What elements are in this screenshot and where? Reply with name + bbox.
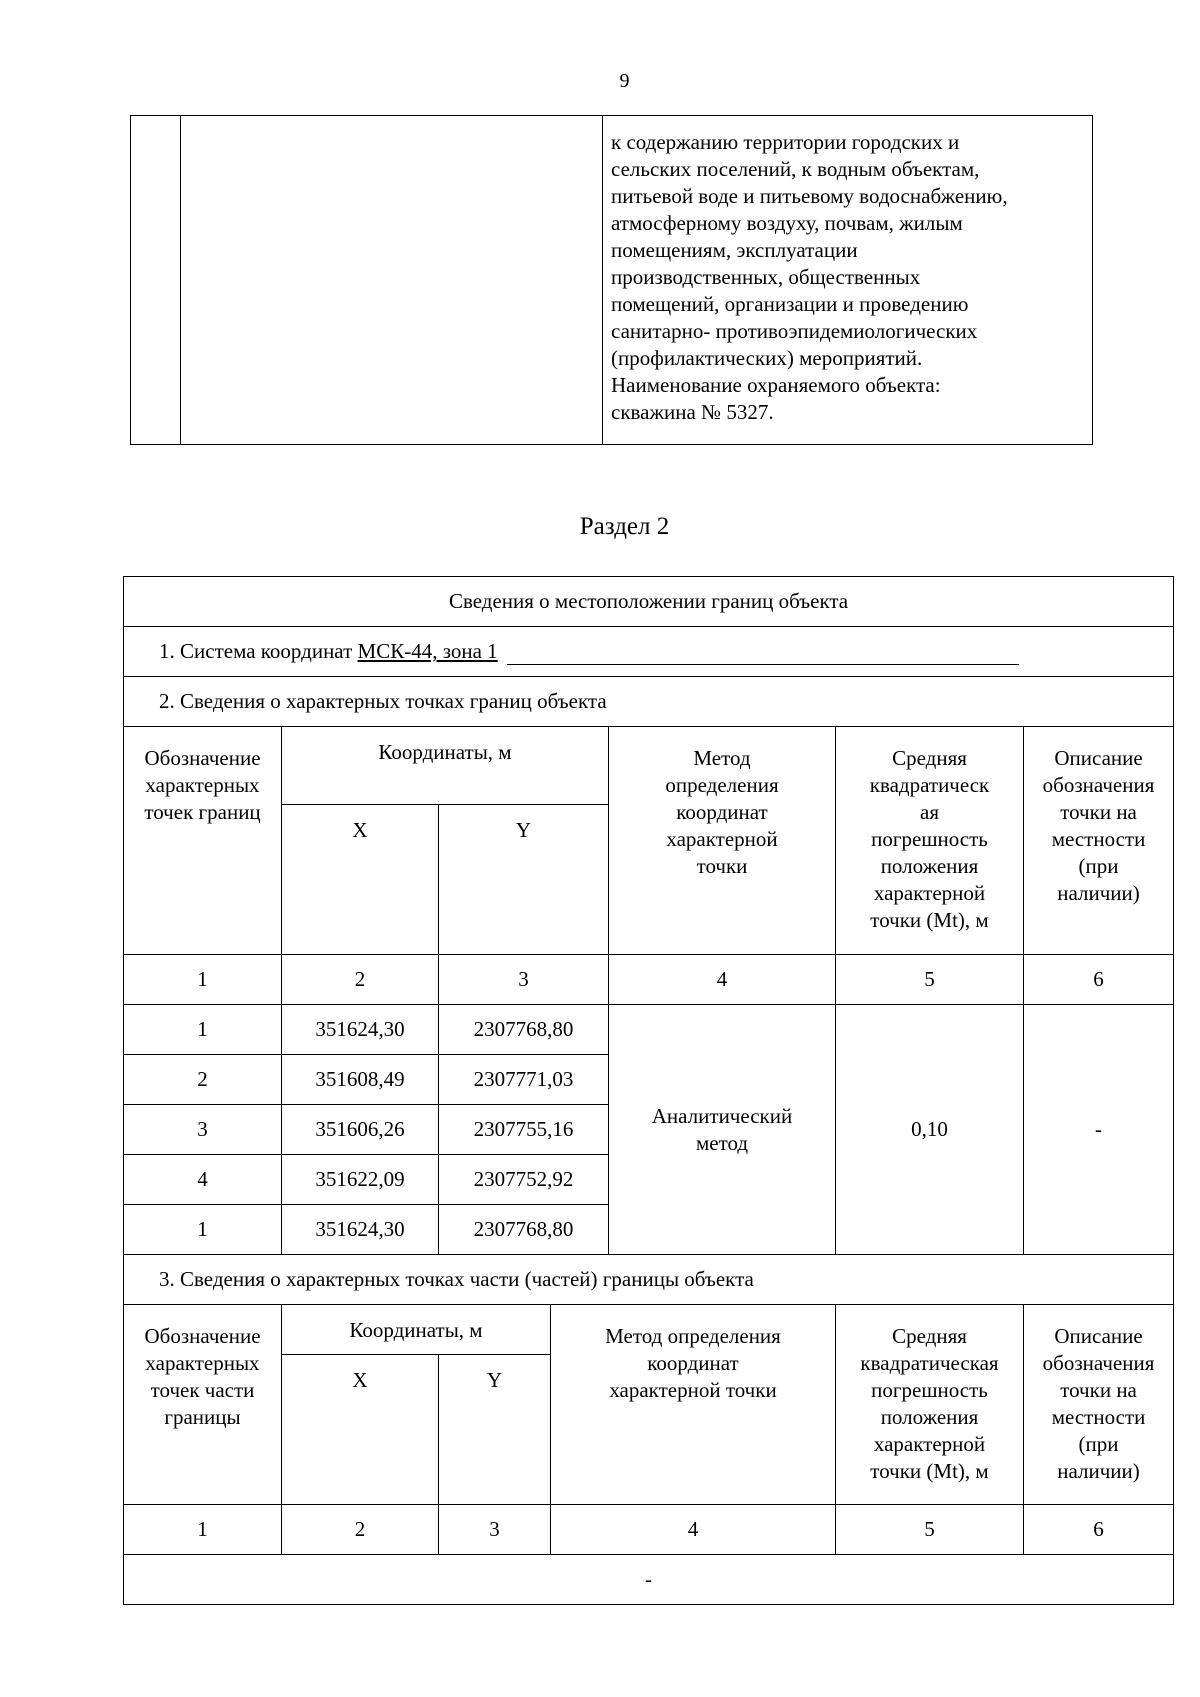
part-coordinates-header: Координаты, м (282, 1305, 551, 1355)
column-number: 4 (609, 955, 836, 1005)
x-value: 351624,30 (282, 1005, 439, 1055)
part-y-header: Y (439, 1355, 551, 1505)
y-value: 2307755,16 (439, 1105, 609, 1155)
text-line: к содержанию территории городских и (611, 130, 960, 154)
text-line: производственных, общественных (611, 265, 921, 289)
part-x-header: X (282, 1355, 439, 1505)
point-id: 1 (124, 1005, 282, 1055)
text-line: помещений, организации и проведению (611, 292, 969, 316)
point-id: 1 (124, 1205, 282, 1255)
column-number: 6 (1024, 1505, 1174, 1555)
coordinates-header: Координаты, м (282, 727, 609, 805)
table-row (124, 1505, 1174, 1555)
boundary-coordinates-table (123, 576, 1174, 1605)
y-value: 2307752,92 (439, 1155, 609, 1205)
text-line: скважина № 5327. (611, 400, 774, 424)
column-number: 3 (439, 955, 609, 1005)
text-line: помещениям, эксплуатации (611, 238, 858, 262)
point-designation-header: Обозначение характерных точек границ (124, 727, 282, 955)
method-header: Метод определения координат характерной точки (609, 727, 836, 955)
table-row (124, 1305, 1174, 1355)
column-number: 5 (836, 1505, 1024, 1555)
column-number: 1 (124, 1505, 282, 1555)
part-description-header: Описание обозначения точки на местности (при наличии) (1024, 1305, 1174, 1505)
column-number: 6 (1024, 955, 1174, 1005)
x-value: 351606,26 (282, 1105, 439, 1155)
coord-system-label: 1. Система координат (159, 639, 353, 663)
column-number: 1 (124, 955, 282, 1005)
column-number: 3 (439, 1505, 551, 1555)
error-value: 0,10 (836, 1005, 1024, 1255)
column-number: 2 (282, 955, 439, 1005)
part-error-header: Средняя квадратическая погрешность положения характерной точки (Mt), м (836, 1305, 1024, 1505)
table-row (124, 677, 1174, 727)
text-line: (профилактических) мероприятий. (611, 346, 923, 370)
column-number: 4 (551, 1505, 836, 1555)
table-row (131, 116, 1093, 445)
table-row (124, 627, 1174, 677)
x-header: X (282, 805, 439, 955)
x-value: 351624,30 (282, 1205, 439, 1255)
y-value: 2307768,80 (439, 1205, 609, 1255)
part2-title: 2. Сведения о характерных точках границ объекта (124, 677, 1174, 727)
page-number: 9 (619, 70, 630, 92)
column-number: 2 (282, 1505, 439, 1555)
section-title: Раздел 2 (579, 513, 670, 540)
restriction-text-cell (603, 116, 1093, 445)
table-row (124, 1255, 1174, 1305)
part3-title: 3. Сведения о характерных точках части (частей) границы объекта (124, 1255, 1174, 1305)
coord-system-value: МСК-44, зона 1 (357, 639, 498, 663)
table-row (124, 955, 1174, 1005)
text-line: питьевой воде и питьевому водоснабжению, (611, 184, 1008, 208)
empty-cell (131, 116, 181, 445)
table-title: Сведения о местоположении границ объекта (124, 577, 1174, 627)
text-line: санитарно- противоэпидемиологических (611, 319, 978, 343)
point-id: 2 (124, 1055, 282, 1105)
description-value: - (1024, 1005, 1174, 1255)
table-row (124, 727, 1174, 805)
y-header: Y (439, 805, 609, 955)
table-row (124, 577, 1174, 627)
empty-cell (181, 116, 603, 445)
x-value: 351622,09 (282, 1155, 439, 1205)
description-header: Описание обозначения точки на местности (при наличии) (1024, 727, 1174, 955)
method-value: Аналитический метод (609, 1005, 836, 1255)
error-header: Средняя квадратическ ая погрешность положения характерной точки (Mt), м (836, 727, 1024, 955)
column-number: 5 (836, 955, 1024, 1005)
point-id: 4 (124, 1155, 282, 1205)
empty-parts-value: - (124, 1555, 1174, 1605)
coord-system-row (124, 627, 1174, 677)
y-value: 2307768,80 (439, 1005, 609, 1055)
text-line: атмосферному воздуху, почвам, жилым (611, 211, 963, 235)
text-line: сельских поселений, к водным объектам, (611, 157, 980, 181)
table-row (124, 1555, 1174, 1605)
y-value: 2307771,03 (439, 1055, 609, 1105)
table-row (124, 1005, 1174, 1055)
text-line: Наименование охраняемого объекта: (611, 373, 941, 397)
x-value: 351608,49 (282, 1055, 439, 1105)
part-method-header: Метод определения координат характерной точки (551, 1305, 836, 1505)
point-id: 3 (124, 1105, 282, 1155)
blank-underline (507, 642, 1019, 665)
continuation-table (130, 115, 1093, 445)
part-point-designation-header: Обозначение характерных точек части границы (124, 1305, 282, 1505)
